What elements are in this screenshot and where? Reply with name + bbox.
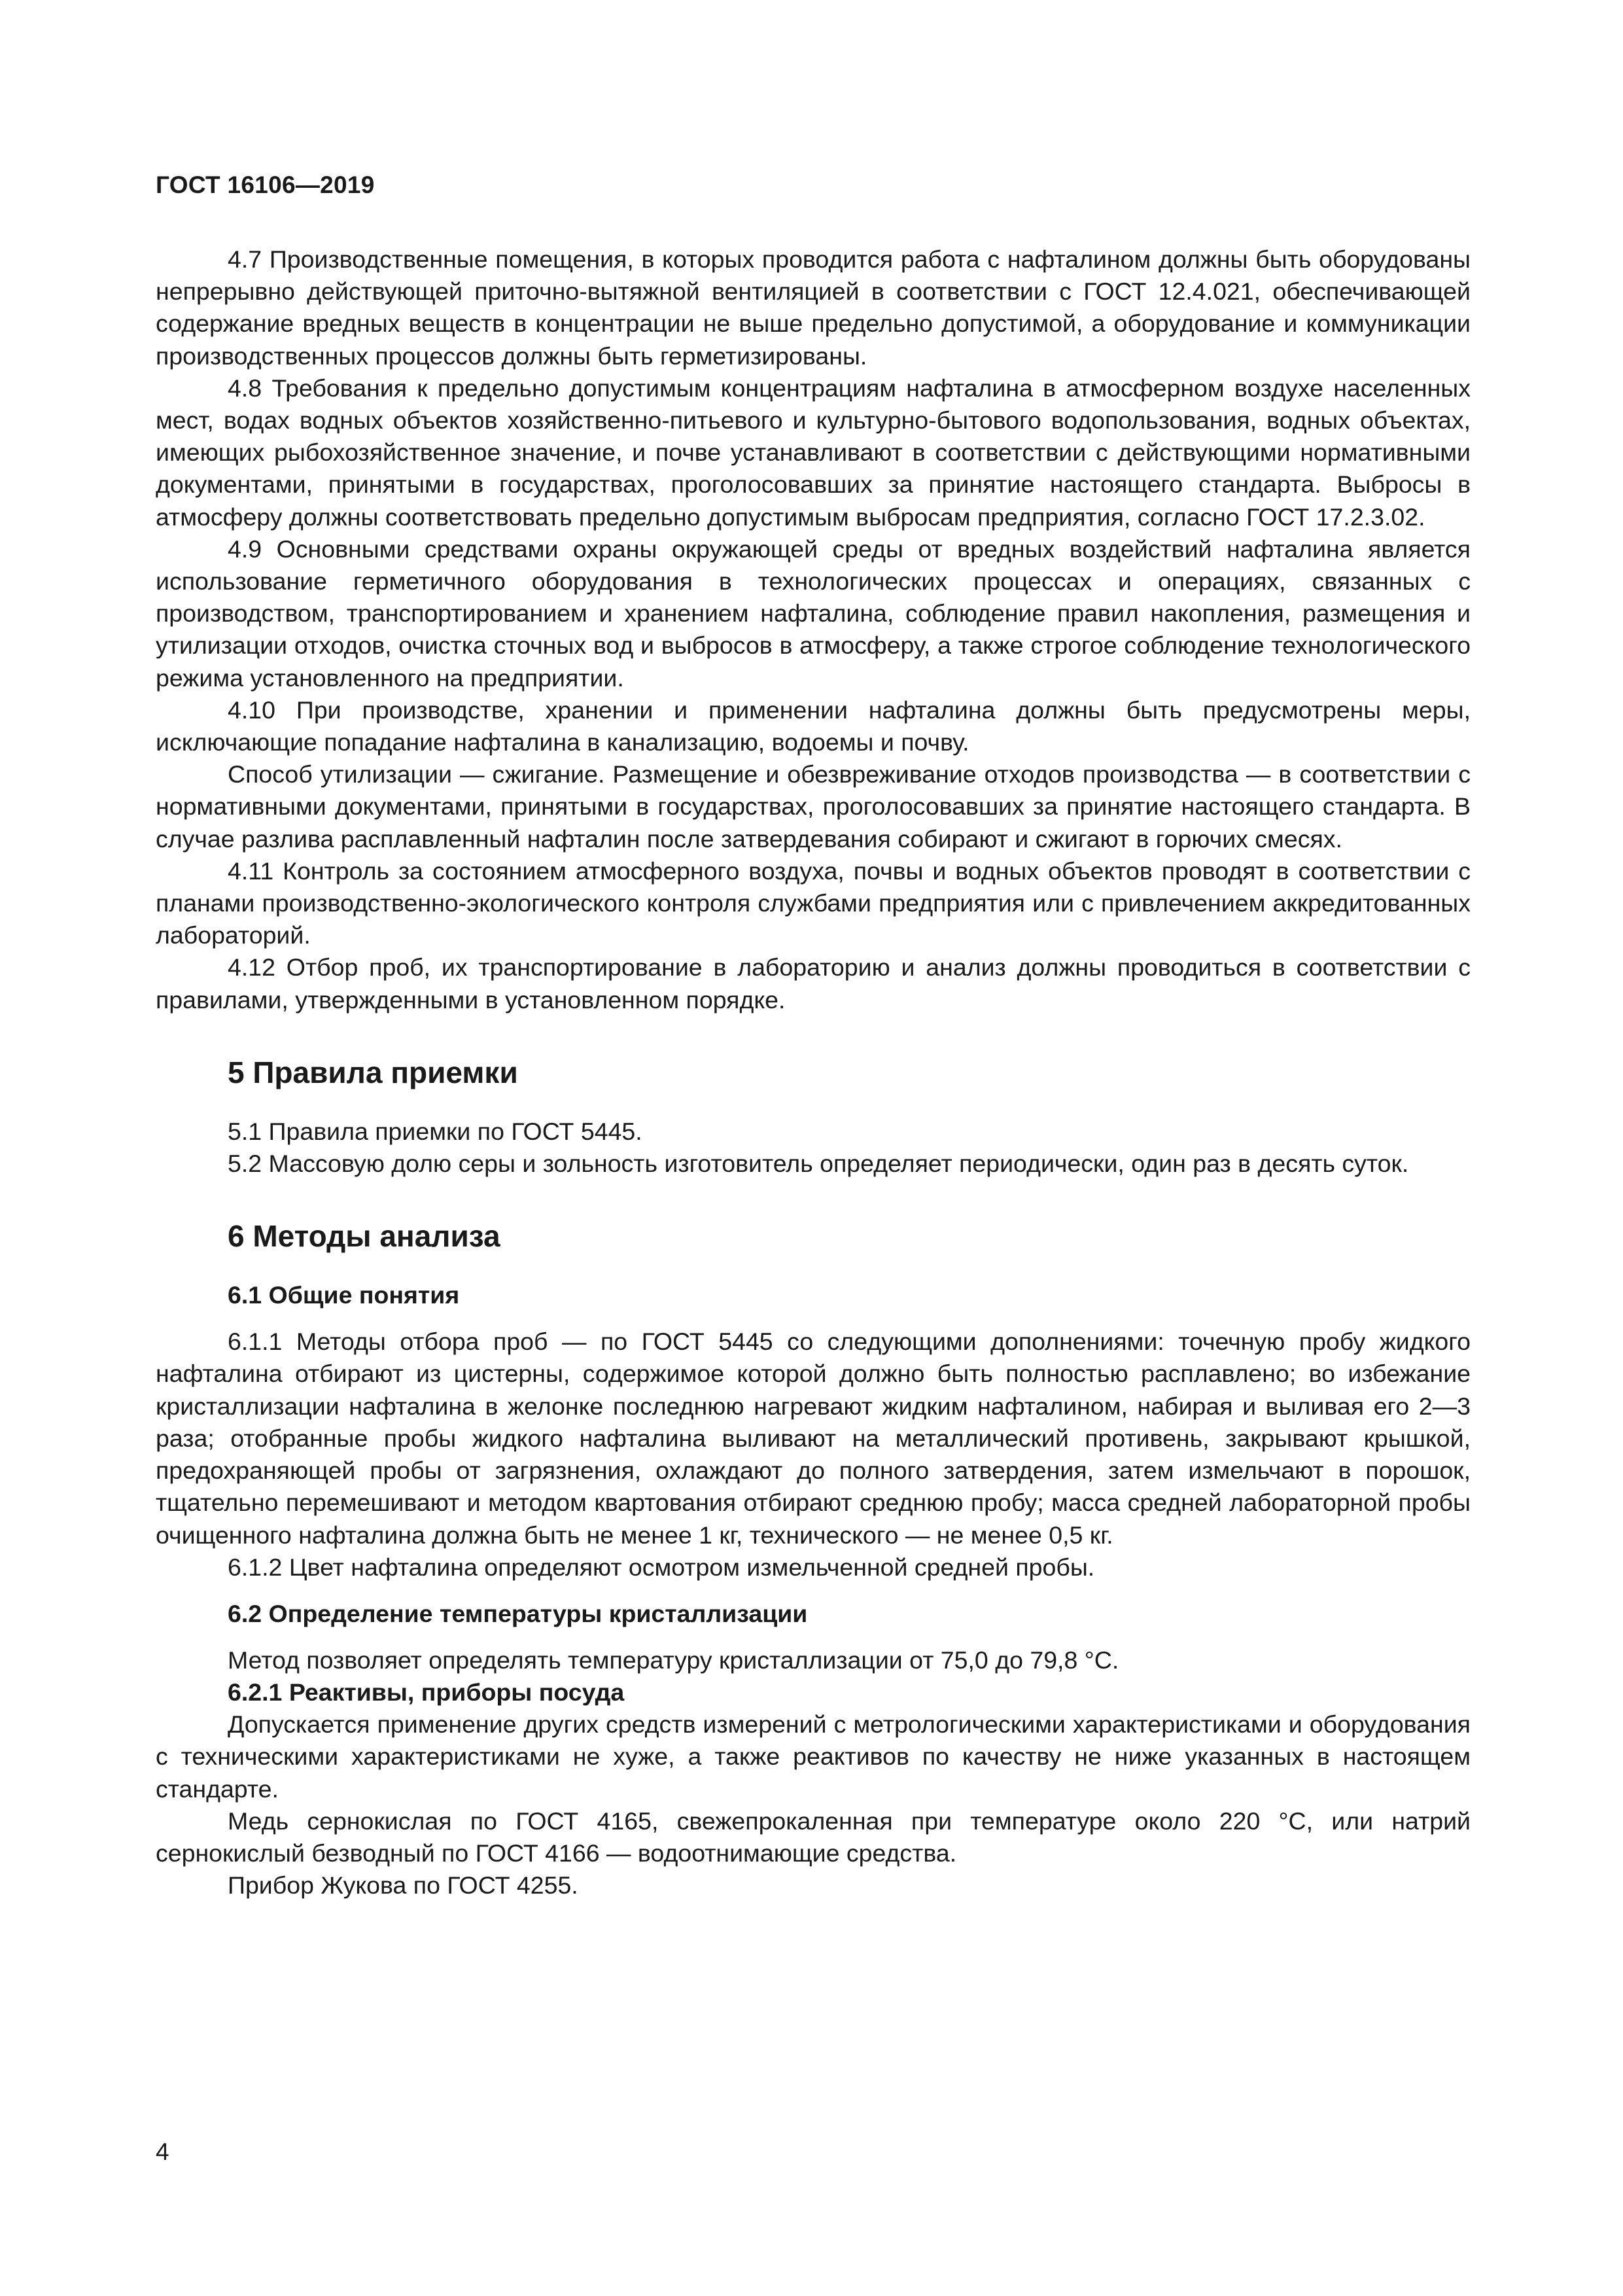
paragraph-6-2-1-a: Допускается применение других средств измерений с метрологическими характеристиками и оборудования с техническими характеристиками не хуже, а также реактивов по качеству не ниже указанных в настоящем стандарте. bbox=[156, 1710, 1471, 1803]
paragraph-6-2-1-c: Прибор Жукова по ГОСТ 4255. bbox=[228, 1871, 578, 1899]
document-header: ГОСТ 16106—2019 bbox=[156, 171, 375, 198]
section-5-heading: 5 Правила приемки bbox=[228, 1055, 518, 1089]
subsection-6-1-heading: 6.1 Общие понятия bbox=[228, 1281, 460, 1309]
paragraph-4-12: 4.12 Отбор проб, их транспортирование в лабораторию и анализ должны проводиться в соответствии с правилами, утвержденными в установленном порядке. bbox=[156, 953, 1471, 1014]
subsection-6-2-1-heading: 6.2.1 Реактивы, приборы посуда bbox=[228, 1678, 625, 1706]
paragraph-6-1-1: 6.1.1 Методы отбора проб — по ГОСТ 5445 со следующими дополнениями: точечную пробу жидкого нафталина отбирают из цистерны, содержимое которой должно быть полностью расплавлено; во избежание кристаллизации нафталина в желонке последнюю нагревают жидким нафталином, набирая и выливая его 2—3 раза; отобранные пробы жидкого нафталина выливают на металлический противень, закрывают крышкой, предохраняющей пробы от загрязнения, охлаждают до полного затвердения, затем измельчают в порошок, тщательно перемешивают и методом квартования отбирают среднюю пробу; масса средней лабораторной пробы очищенного нафталина должна быть не менее 1 кг, технического — не менее 0,5 кг. bbox=[156, 1328, 1471, 1549]
section-6-heading: 6 Методы анализа bbox=[228, 1219, 500, 1254]
paragraph-6-2-1-b: Медь сернокислая по ГОСТ 4165, свежепрокаленная при температуре около 220 °С, или натрий сернокислый безводный по ГОСТ 4166 — водоотнимающие средства. bbox=[156, 1807, 1471, 1867]
subsection-6-2-heading: 6.2 Определение температуры кристаллизации bbox=[228, 1599, 808, 1627]
paragraph-4-8: 4.8 Требования к предельно допустимым концентрациям нафталина в атмосферном воздухе населенных мест, водах водных объектов хозяйственно-питьевого и культурно-бытового водопользования, водных объектах, имеющих рыбохозяйственное значение, и почве устанавливают в соответствии с действующими нормативными документами, принятыми в государствах, проголосовавших за принятие настоящего стандарта. Выбросы в атмосферу должны соответствовать предельно допустимым выбросам предприятия, согласно ГОСТ 17.2.3.02. bbox=[156, 374, 1471, 531]
paragraph-5-1: 5.1 Правила приемки по ГОСТ 5445. bbox=[228, 1117, 642, 1145]
paragraph-6-2-intro: Метод позволяет определять температуру кристаллизации от 75,0 до 79,8 °С. bbox=[228, 1646, 1119, 1674]
paragraph-disposal: Способ утилизации — сжигание. Размещение и обезвреживание отходов производства — в соответствии с нормативными документами, принятыми в государствах, проголосовавших за принятие настоящего стандарта. В случае разлива расплавленный нафталин после затвердевания собирают и сжигают в горючих смесях. bbox=[156, 760, 1471, 853]
paragraph-5-2: 5.2 Массовую долю серы и зольность изготовитель определяет периодически, один раз в десять суток. bbox=[228, 1150, 1409, 1178]
document-body bbox=[156, 243, 1471, 1901]
page-number: 4 bbox=[156, 2138, 169, 2165]
paragraph-6-1-2: 6.1.2 Цвет нафталина определяют осмотром измельченной средней пробы. bbox=[228, 1553, 1095, 1581]
paragraph-4-11: 4.11 Контроль за состоянием атмосферного воздуха, почвы и водных объектов проводят в соответствии с планами производственно-экологического контроля службами предприятия или с привлечением аккредитованных лабораторий. bbox=[156, 857, 1471, 949]
paragraph-4-10: 4.10 При производстве, хранении и применении нафталина должны быть предусмотрены меры, исключающие попадание нафталина в канализацию, водоемы и почву. bbox=[156, 696, 1471, 756]
paragraph-4-9: 4.9 Основными средствами охраны окружающей среды от вредных воздействий нафталина является использование герметичного оборудования в технологических процессах и операциях, связанных с производством, транспортированием и хранением нафталина, соблюдение правил накопления, размещения и утилизации отходов, очистка сточных вод и выбросов в атмосферу, а также строгое соблюдение технологического режима установленного на предприятии. bbox=[156, 535, 1471, 692]
paragraph-4-7: 4.7 Производственные помещения, в которых проводится работа с нафталином должны быть оборудованы непрерывно действующей приточно-вытяжной вентиляцией в соответствии с ГОСТ 12.4.021, обеспечивающей содержание вредных веществ в концентрации не выше предельно допустимой, а оборудование и коммуникации производственных процессов должны быть герметизированы. bbox=[156, 245, 1471, 370]
